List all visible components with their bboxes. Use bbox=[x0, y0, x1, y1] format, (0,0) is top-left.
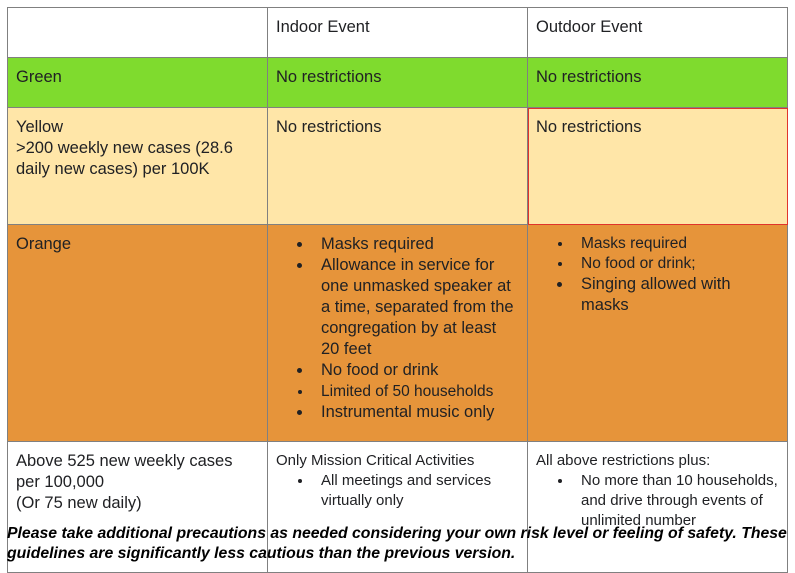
high-cases-indoor-lead: Only Mission Critical Activities bbox=[276, 452, 475, 469]
yellow-indoor: No restrictions bbox=[268, 108, 528, 225]
orange-outdoor-list bbox=[536, 234, 779, 316]
list-item: • All meetings and services virtually only bbox=[313, 471, 519, 511]
orange-label: Orange bbox=[8, 225, 268, 442]
high-cases-indoor-list bbox=[276, 471, 519, 511]
header-outdoor: Outdoor Event bbox=[528, 8, 788, 58]
yellow-label bbox=[8, 108, 268, 225]
high-cases-daily: (Or 75 new daily) bbox=[16, 494, 142, 512]
yellow-label-title: Yellow bbox=[16, 118, 64, 136]
list-item: • No food or drink; bbox=[573, 254, 779, 274]
precaution-note: Please take additional precautions as needed considering your own risk level or feeling of safety. These guidelines are significantly less cautious than the previous version. bbox=[7, 525, 787, 562]
list-item: • Allowance in service for one unmasked speaker at a time, separated from the congregation by at least 20 feet bbox=[313, 255, 519, 360]
green-label: Green bbox=[8, 58, 268, 108]
list-item: • Masks required bbox=[573, 234, 779, 254]
yellow-outdoor: No restrictions bbox=[528, 108, 788, 225]
list-item: • Singing allowed with masks bbox=[573, 274, 779, 316]
yellow-label-threshold: >200 weekly new cases (28.6 daily new cases) per 100K bbox=[16, 139, 233, 178]
list-item: • Limited of 50 households bbox=[313, 381, 519, 402]
header-indoor: Indoor Event bbox=[268, 8, 528, 58]
list-item: • Instrumental music only bbox=[313, 402, 519, 423]
list-item: • No food or drink bbox=[313, 360, 519, 381]
high-cases-outdoor-lead: All above restrictions plus: bbox=[536, 452, 711, 469]
orange-outdoor bbox=[528, 225, 788, 442]
orange-indoor-list bbox=[276, 234, 519, 423]
high-cases-outdoor-list bbox=[536, 471, 779, 531]
green-indoor: No restrictions bbox=[268, 58, 528, 108]
orange-indoor bbox=[268, 225, 528, 442]
yellow-row bbox=[8, 108, 788, 225]
green-row bbox=[8, 58, 788, 108]
header-empty-cell bbox=[8, 8, 268, 58]
list-item: • Masks required bbox=[313, 234, 519, 255]
green-outdoor: No restrictions bbox=[528, 58, 788, 108]
list-item: • No more than 10 households, and drive through events of unlimited number bbox=[573, 471, 779, 531]
orange-row bbox=[8, 225, 788, 442]
guidelines-table bbox=[7, 7, 788, 573]
header-row bbox=[8, 8, 788, 58]
high-cases-threshold: Above 525 new weekly cases per 100,000 bbox=[16, 452, 233, 491]
